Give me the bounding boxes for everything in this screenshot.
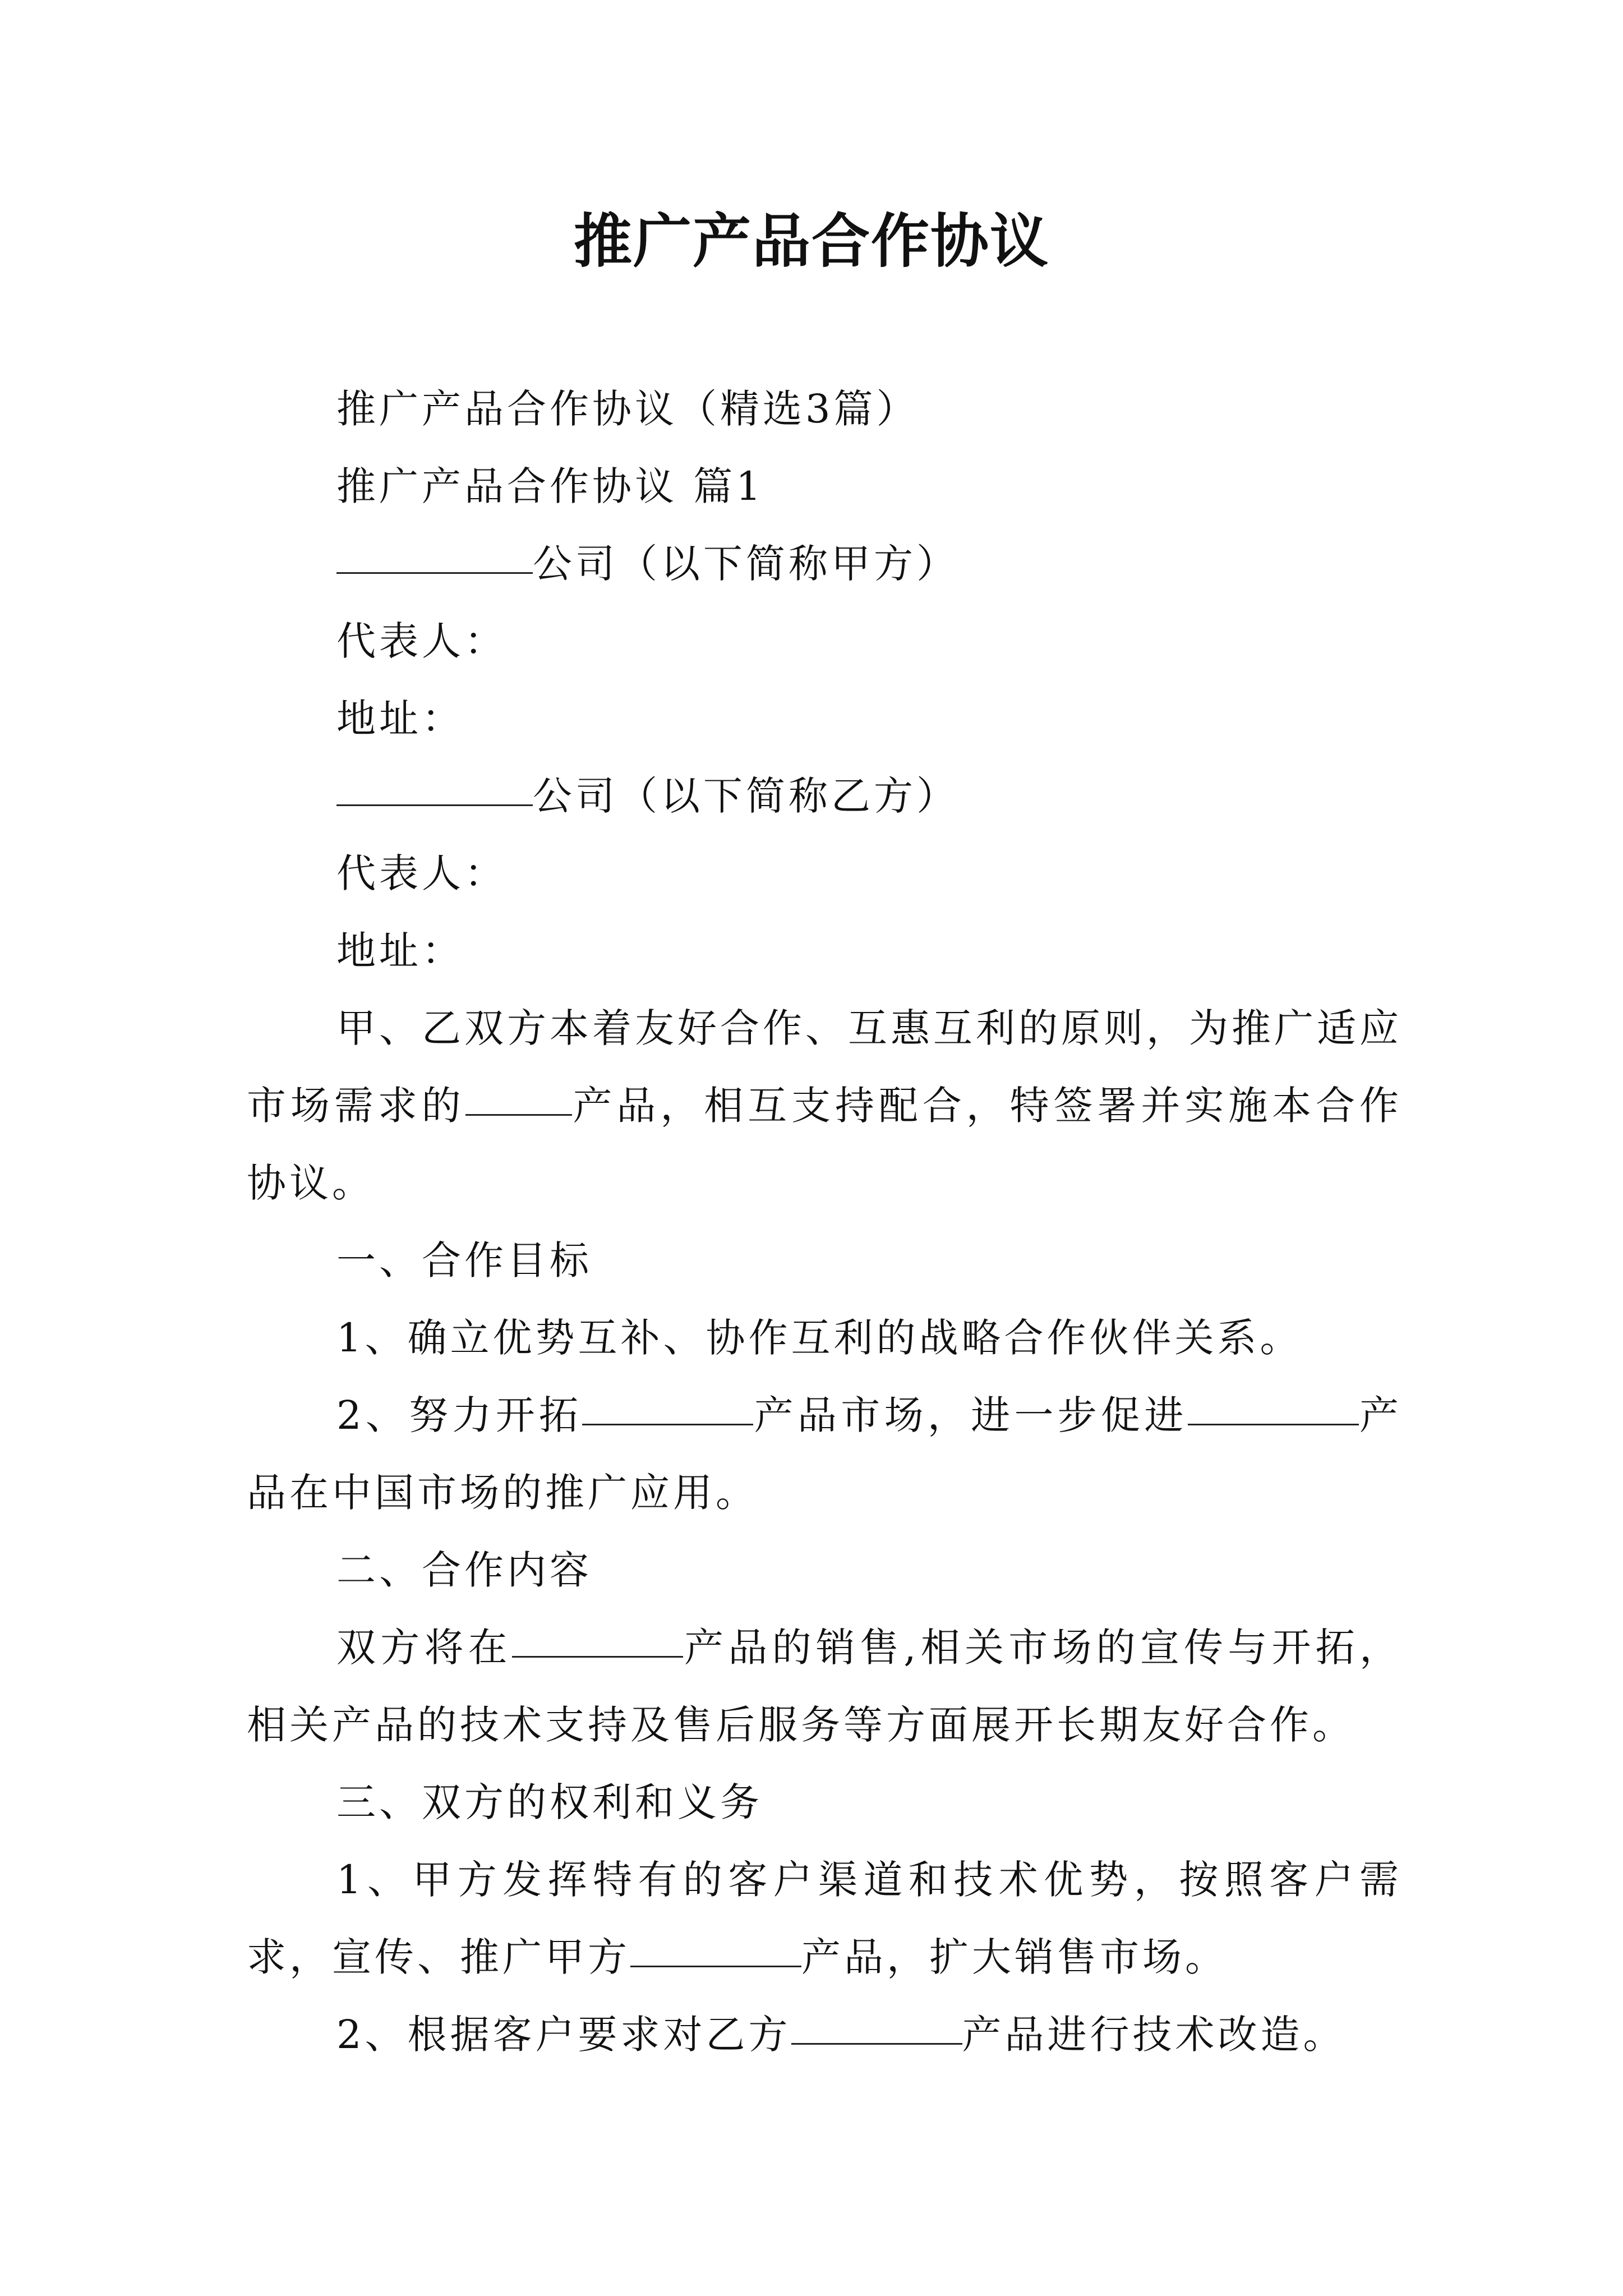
party-b-label: 公司（以下简称乙方） <box>533 773 959 819</box>
document-title: 推广产品合作协议 <box>573 207 1049 275</box>
product-blank <box>1188 1381 1359 1425</box>
party-a-name-blank <box>336 530 533 574</box>
rights-item-1: 1、甲方发挥特有的客户渠道和技术优势，按照客户需求，宣传、推广甲方 产品，扩大销售市场。 <box>247 1857 1402 1980</box>
subtitle-line: 推广产品合作协议（精选3篇） <box>336 386 919 432</box>
party-b-line <box>247 757 1402 835</box>
party-a-representative: 代表人： <box>336 618 507 664</box>
heading-cooperation-goal: 一、合作目标 <box>336 1237 592 1283</box>
party-b-name-blank <box>336 762 533 806</box>
goal-item-2: 2、努力开拓 产品市场，进一步促进 产品在中国市场的推广应用。 <box>247 1377 1402 1531</box>
party-a-line <box>247 525 1402 602</box>
product-blank <box>791 2000 962 2045</box>
preamble-paragraph: 甲、乙双方本着友好合作、互惠互利的原则，为推广适应市场需求的 产品，相互支持配合，特签署并实施本合作协议。 <box>247 1005 1403 1206</box>
party-b-address: 地址： <box>336 928 464 974</box>
product-blank <box>630 1923 801 1967</box>
content-paragraph: 双方将在 产品的销售,相关市场的宣传与开拓，相关产品的技术支持及售后服务等方面展开长期友好合作。 <box>247 1609 1402 1764</box>
section-heading-part1: 推广产品合作协议 篇1 <box>336 463 764 509</box>
rights-item-2: 2、根据客户要求对乙方 产品进行技术改造。 <box>247 1996 1402 2073</box>
party-a-address: 地址： <box>336 696 464 742</box>
product-blank <box>582 1381 753 1425</box>
party-a-label: 公司（以下简称甲方） <box>533 541 959 587</box>
product-blank <box>512 1613 683 1658</box>
party-b-representative: 代表人： <box>336 850 507 896</box>
heading-rights-obligations: 三、双方的权利和义务 <box>336 1779 763 1825</box>
heading-cooperation-content: 二、合作内容 <box>336 1547 592 1593</box>
product-blank <box>465 1071 572 1116</box>
goal-item-1: 1、确立优势互补、协作互利的战略合作伙伴关系。 <box>336 1315 1303 1361</box>
document-body <box>247 370 1402 2073</box>
